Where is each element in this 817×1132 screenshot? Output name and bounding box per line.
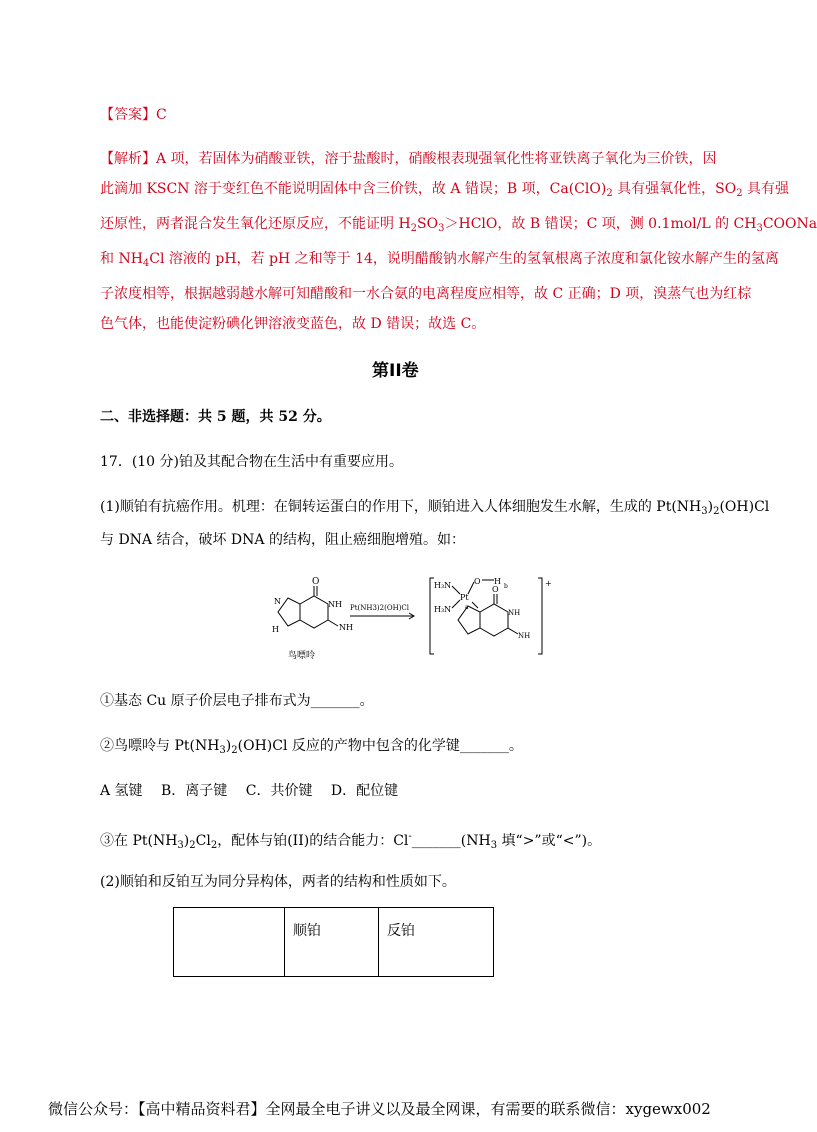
mark-b: b	[504, 583, 508, 590]
ligand-h3n-2: H₃N	[434, 605, 452, 614]
guanine-o: O	[312, 577, 320, 587]
table-header-trans: 反铂	[379, 908, 494, 977]
subscript: 2	[713, 506, 720, 517]
subscript: 4	[142, 258, 150, 269]
explanation-line-3	[100, 209, 817, 244]
ligand-h3n-1: H₃N	[434, 581, 452, 590]
subscript: 2	[231, 745, 238, 756]
guanine-h: H	[272, 625, 279, 634]
question-17-para-2: 与 DNA 结合，破坏 DNA 的结构，阻止癌细胞增殖。如：	[100, 532, 465, 548]
guanine-n: N	[274, 597, 281, 606]
subscript: 2	[210, 840, 218, 851]
table-row	[174, 908, 494, 977]
footer-notice: 微信公众号：【高中精品资料君】全网最全电子讲义以及最全网课，有需要的联系微信：xygewx002	[48, 1100, 711, 1118]
question-17-stem: 17．(10 分)铂及其配合物在生活中有重要应用。	[100, 454, 404, 470]
sub-text: ，配体与铂(II)的结合能力：Cl	[217, 833, 409, 849]
reagent-label: Pt(NH3)2(OH)Cl	[350, 604, 410, 612]
table-header-empty	[174, 908, 285, 977]
sub-text: 填“>”或“<”)。	[497, 833, 602, 849]
comparison-table	[173, 907, 494, 977]
para-text: (OH)Cl	[719, 499, 770, 515]
explanation-text: 和 NH	[100, 251, 143, 267]
guanine-label: 鸟嘌呤	[288, 651, 316, 661]
mark-a: a	[465, 604, 469, 611]
subscript: 3	[701, 506, 708, 517]
question-17-options: A 氢键 B．离子键 C．共价键 D．配位键	[100, 783, 399, 799]
product-nh2: NH	[518, 632, 531, 640]
subscript: 3	[177, 840, 184, 851]
subscript: 2	[410, 223, 418, 234]
explanation-text: 具有强	[742, 181, 790, 197]
reaction-arrow	[350, 604, 414, 619]
sub-text: ②鸟嘌呤与 Pt(NH	[100, 738, 220, 754]
product-nh: NH	[508, 609, 521, 617]
explanation-line-4	[100, 244, 779, 279]
explanation-label: 【解析】	[100, 151, 156, 167]
question-17-sub-2	[100, 735, 523, 762]
answer-label: 【答案】	[100, 107, 156, 123]
guanine-structure	[272, 577, 353, 661]
explanation-text: Cl 溶液的 pH，若 pH 之和等于 14，说明醋酸钠水解产生的氢氧根离子浓度和氯化铵水解产生的氢离	[149, 251, 779, 267]
sub-text: (OH)Cl 反应的产物中包含的化学键_______。	[237, 738, 523, 754]
part-heading: 二、非选择题：共 5 题，共 52 分。	[100, 409, 331, 425]
subscript: 2	[736, 188, 743, 199]
subscript: 3	[438, 223, 445, 234]
subscript: 2	[189, 840, 196, 851]
subscript: 3	[490, 840, 498, 851]
question-17-sub-3	[100, 826, 601, 857]
charge-plus: +	[545, 579, 552, 588]
oh-h: H	[494, 577, 501, 586]
explanation-text: ＞HClO，故 B 错误；C 项，测 0.1mol/L 的 CH	[444, 216, 757, 232]
explanation-line-5: 子浓度相等，根据越弱越水解可知醋酸和一水合氨的电离程度应相等，故 C 正确；D 项，溴蒸气也为红棕	[100, 286, 752, 302]
table-header-cis: 顺铂	[285, 908, 379, 977]
explanation-text: A 项，若固体为硝酸亚铁，溶于盐酸时，硝酸根表现强氧化性将亚铁离子氧化为三价铁，因	[156, 151, 717, 167]
answer-value: C	[156, 107, 167, 123]
para-text: )	[707, 499, 714, 515]
explanation-line-1	[100, 144, 717, 174]
question-17-sub-1: ①基态 Cu 原子价层电子排布式为_______。	[100, 693, 374, 709]
sub-text: ③在 Pt(NH	[100, 833, 178, 849]
subscript: 3	[756, 223, 763, 234]
sub-text: _______(NH	[411, 833, 491, 849]
explanation-line-2	[100, 174, 790, 209]
explanation-line-6: 色气体，也能使淀粉碘化钾溶液变蓝色，故 D 错误；故选 C。	[100, 316, 486, 332]
superscript: -	[408, 831, 412, 842]
explanation-text: SO	[417, 216, 439, 232]
explanation-text: 具有强氧化性，SO	[612, 181, 737, 197]
subscript: 3	[219, 745, 226, 756]
answer-line	[100, 104, 167, 126]
product-complex	[430, 577, 552, 654]
guanine-reaction-diagram	[262, 574, 562, 666]
section-title: 第II卷	[372, 361, 419, 381]
explanation-text: 还原性，两者混合发生氧化还原反应，不能证明 H	[100, 216, 411, 232]
sub-text: )	[183, 833, 190, 849]
sub-text: )	[225, 738, 232, 754]
product-o: O	[492, 585, 499, 594]
sub-text: Cl	[195, 833, 211, 849]
guanine-nh2: NH	[339, 623, 353, 632]
para-text: (1)顺铂有抗癌作用。机理：在铜转运蛋白的作用下，顺铂进入人体细胞发生水解，生成的 Pt(NH	[100, 499, 702, 515]
oh-o: O	[474, 577, 481, 586]
explanation-block	[100, 144, 817, 339]
explanation-text: 此滴加 KSCN 溶于变红色不能说明固体中含三价铁，故 A 错误；B 项，Ca(ClO)	[100, 181, 607, 197]
pt-atom: Pt	[460, 593, 469, 602]
subscript: 2	[606, 188, 613, 199]
explanation-text: COONa	[762, 216, 817, 232]
question-17-para-3: (2)顺铂和反铂互为同分异构体，两者的结构和性质如下。	[100, 874, 456, 890]
guanine-nh: NH	[328, 600, 342, 609]
question-17-para-1	[100, 496, 769, 523]
